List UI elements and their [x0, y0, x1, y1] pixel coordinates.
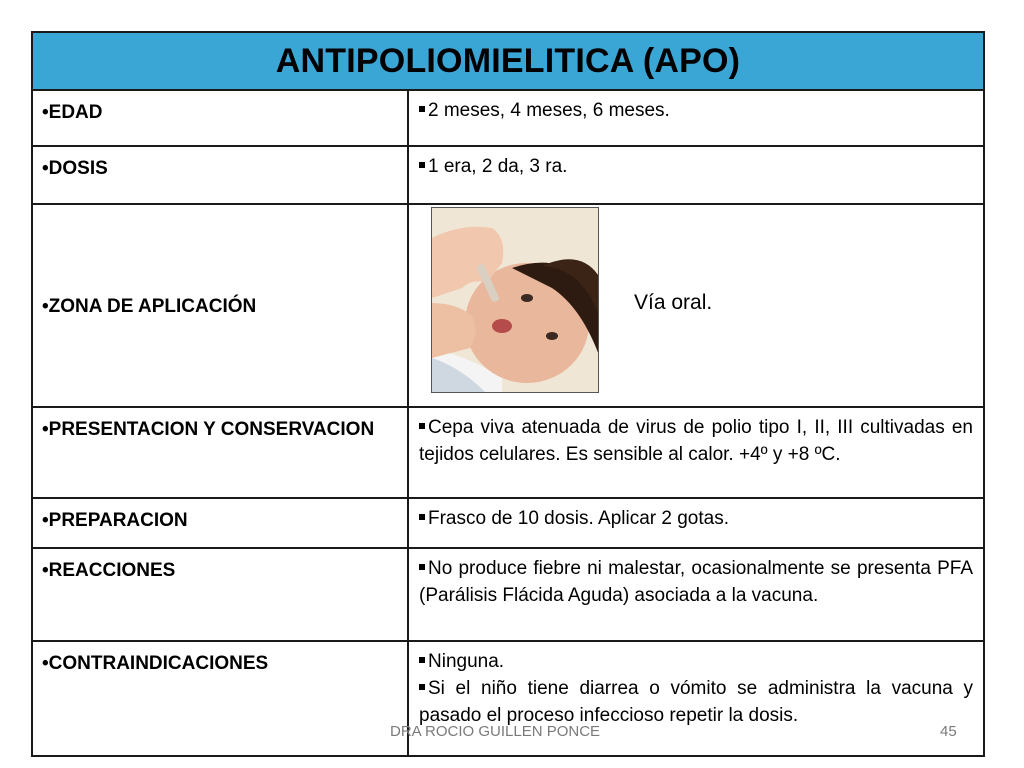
row-value-presentacion	[409, 408, 983, 497]
row-value-reacciones	[409, 549, 983, 640]
row-value-dosis	[409, 147, 983, 203]
baby-oral-vaccine-photo	[431, 207, 599, 393]
row-value-edad	[409, 91, 983, 145]
footer-author: DRA ROCIO GUILLEN PONCE	[390, 723, 601, 740]
row-label-preparacion: •PREPARACION	[33, 499, 409, 547]
row-value-preparacion	[409, 499, 983, 547]
table-row-preparacion	[33, 499, 983, 549]
row-label-reacciones: •REACCIONES	[33, 549, 409, 640]
bullet-square-icon	[419, 162, 425, 168]
bullet-square-icon	[419, 657, 425, 663]
table-row-dosis	[33, 147, 983, 205]
vaccine-table	[31, 31, 985, 757]
row-label-contraindicaciones: •CONTRAINDICACIONES	[33, 642, 409, 755]
route-text: Vía oral.	[634, 291, 713, 314]
row-label-zona: •ZONA DE APLICACIÓN	[33, 205, 409, 406]
bullet-square-icon	[419, 106, 425, 112]
page-number: 45	[940, 723, 957, 740]
table-row-zona	[33, 205, 983, 408]
value-text: Ninguna.	[428, 651, 505, 672]
row-value-zona	[409, 205, 983, 406]
page-title: ANTIPOLIOMIELITICA (APO)	[275, 41, 741, 80]
value-text: Frasco de 10 dosis. Aplicar 2 gotas.	[428, 508, 729, 529]
bullet-square-icon	[419, 423, 425, 429]
bullet-square-icon	[419, 684, 425, 690]
list-item	[419, 675, 973, 729]
value-text: No produce fiebre ni malestar, ocasionalmente se presenta PFA (Parálisis Flácida Aguda) asociada a la vacuna.	[419, 558, 973, 606]
value-text: Cepa viva atenuada de virus de polio tipo I, II, III cultivadas en tejidos celulares. Es sensible al calor. +4º y +8 ºC.	[419, 417, 973, 465]
value-text: Si el niño tiene diarrea o vómito se administra la vacuna y pasado el proceso infeccioso repetir la dosis.	[419, 678, 973, 726]
list-item	[419, 648, 973, 675]
bullet-square-icon	[419, 564, 425, 570]
table-row-reacciones	[33, 549, 983, 642]
row-label-presentacion: •PRESENTACION Y CONSERVACION	[33, 408, 409, 497]
value-text: 2 meses, 4 meses, 6 meses.	[428, 100, 670, 121]
table-row-edad	[33, 91, 983, 147]
bullet-square-icon	[419, 514, 425, 520]
table-header	[33, 33, 983, 91]
row-label-edad: •EDAD	[33, 91, 409, 145]
row-label-dosis: •DOSIS	[33, 147, 409, 203]
table-row-presentacion	[33, 408, 983, 499]
value-text: 1 era, 2 da, 3 ra.	[428, 156, 568, 177]
